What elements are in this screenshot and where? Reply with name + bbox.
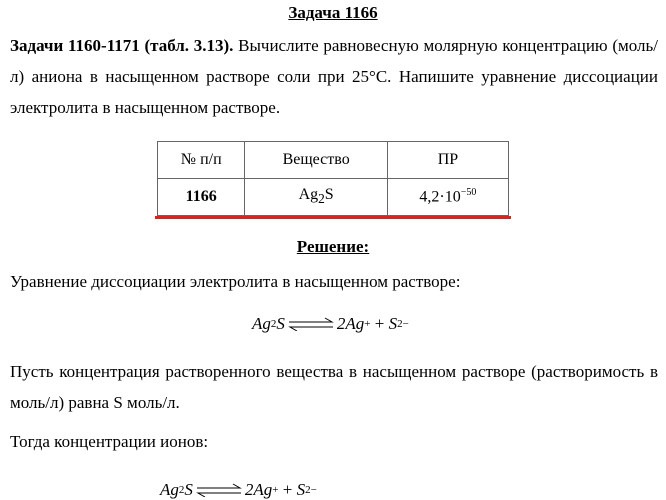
eq-plus: +	[370, 314, 389, 333]
eq2-left-tail: S	[184, 480, 193, 499]
header-substance: Вещество	[245, 142, 387, 179]
table-header-row	[158, 142, 509, 179]
eq-product2: S	[388, 314, 398, 333]
eq2-product2: S	[296, 480, 306, 499]
then-text: Тогда концентрации ионов:	[10, 432, 209, 451]
pr-base: 4,2·10	[419, 188, 461, 206]
eq2-product1-charge: +	[272, 484, 279, 496]
solution-heading: Решение:	[296, 237, 370, 256]
eq-product1-charge: +	[364, 318, 371, 330]
dissociation-text: Уравнение диссоциации электролита в насыщенном растворе:	[10, 272, 461, 291]
task-label: Задачи 1160-1171 (табл. 3.13).	[10, 36, 234, 55]
table-row	[158, 179, 509, 216]
dissociation-equation	[252, 314, 409, 334]
task-text: Вычислите равновесную молярную концентрацию (моль/л) аниона в насыщенном растворе соли при 25°С. Напишите уравнение диссоциации электролита в насыщенном растворе.	[10, 36, 658, 117]
page-title: Задача 1166	[288, 3, 378, 22]
header-num: № п/п	[158, 142, 245, 179]
cell-substance	[245, 179, 387, 216]
let-text: Пусть концентрация растворенного вещества в насыщенном растворе (растворимость в моль/л) равна S моль/л.	[10, 362, 658, 412]
eq2-product1: 2Ag	[244, 480, 273, 499]
cell-pr	[387, 179, 508, 216]
eq2-product2-charge: 2−	[305, 484, 317, 496]
eq-left-tail: S	[276, 314, 285, 333]
equilibrium-arrow-icon	[287, 317, 335, 331]
eq-product1: 2Ag	[336, 314, 365, 333]
highlight-underline	[155, 216, 511, 219]
substance-symbol: Ag	[298, 186, 319, 204]
eq2-plus: +	[278, 480, 297, 499]
ion-equation	[160, 480, 317, 500]
pr-exponent: −50	[460, 187, 477, 199]
eq-left: Ag	[252, 314, 271, 333]
substance-tail: S	[324, 186, 334, 204]
eq-left-sub: 2	[270, 318, 277, 330]
task-statement	[10, 30, 658, 123]
data-table	[157, 141, 509, 216]
eq-product2-charge: 2−	[397, 318, 409, 330]
eq2-left: Ag	[160, 480, 179, 499]
substance-subscript: 2	[318, 191, 325, 207]
cell-num: 1166	[158, 179, 245, 216]
header-pr: ПР	[387, 142, 508, 179]
eq2-left-sub: 2	[178, 484, 185, 496]
